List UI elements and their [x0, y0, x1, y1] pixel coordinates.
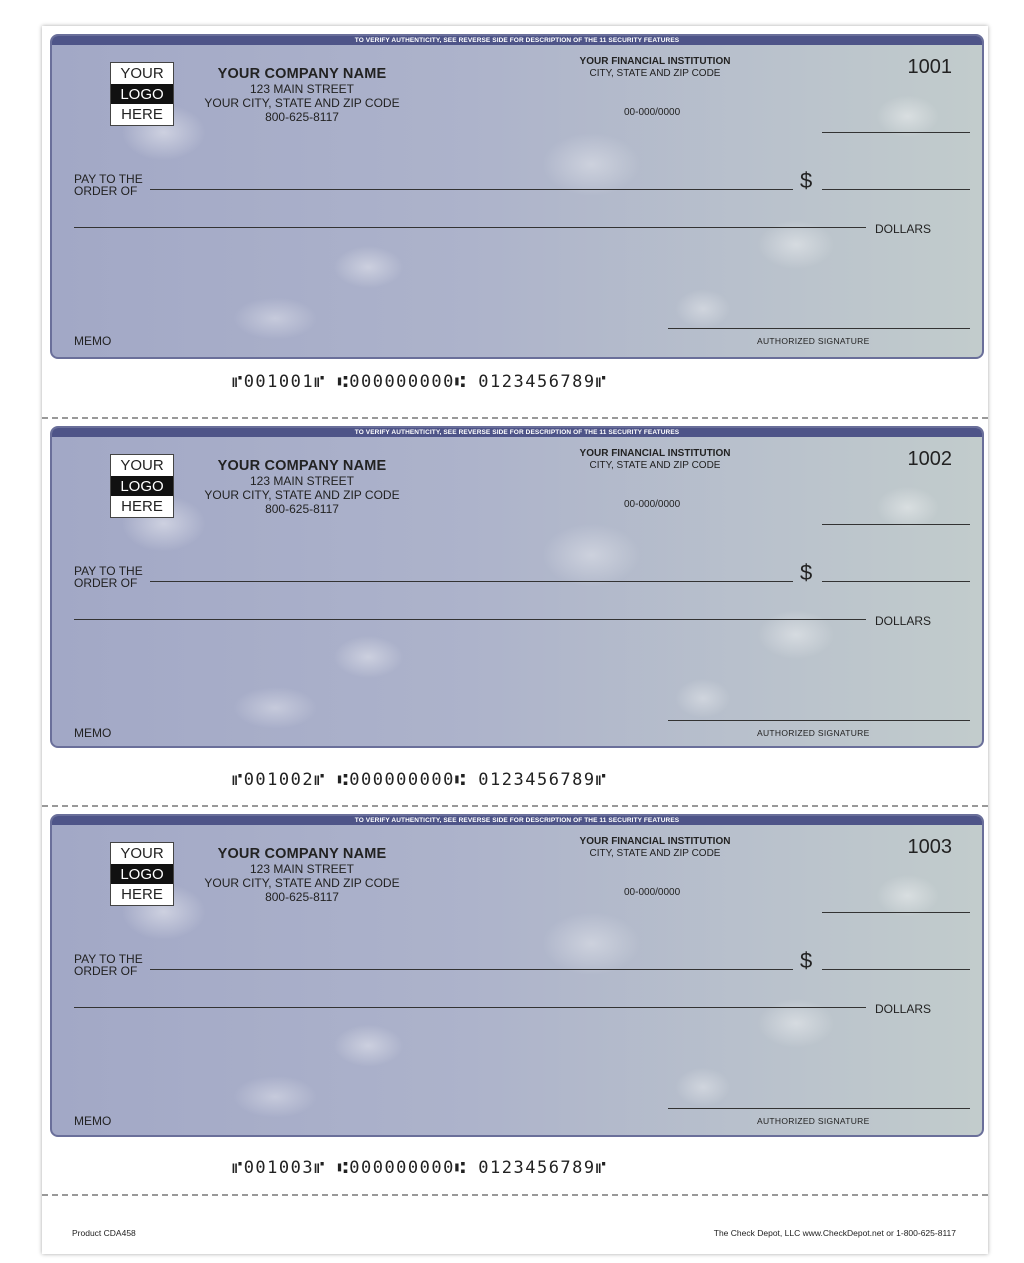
payee-line[interactable]: [150, 969, 793, 970]
micr-line: ⑈001002⑈ ⑆000000000⑆ 0123456789⑈: [232, 770, 608, 790]
company-info: [192, 66, 412, 124]
pay-to-label-line1: PAY TO THE: [74, 172, 143, 186]
security-banner: TO VERIFY AUTHENTICITY, SEE REVERSE SIDE FOR DESCRIPTION OF THE 11 SECURITY FEATURES: [52, 816, 982, 825]
company-name: YOUR COMPANY NAME: [217, 846, 387, 862]
dollars-label: DOLLARS: [875, 614, 932, 628]
pay-to-label-line1: PAY TO THE: [74, 564, 143, 578]
date-line[interactable]: [822, 132, 970, 133]
company-phone: 800-625-8117: [265, 502, 339, 516]
check-sheet: [42, 26, 988, 1254]
pay-to-label-line1: PAY TO THE: [74, 952, 143, 966]
company-city: YOUR CITY, STATE AND ZIP CODE: [204, 876, 400, 890]
pay-to-label: [74, 565, 143, 589]
bank-name: YOUR FINANCIAL INSTITUTION: [579, 836, 731, 847]
bank-name: YOUR FINANCIAL INSTITUTION: [579, 56, 731, 67]
pay-to-label-line2: ORDER OF: [74, 964, 138, 978]
company-info: [192, 846, 412, 904]
payee-line[interactable]: [150, 581, 793, 582]
amount-line[interactable]: [822, 189, 970, 190]
memo-label: MEMO: [74, 334, 112, 348]
logo-text-bottom: HERE: [121, 106, 163, 124]
signature-label: AUTHORIZED SIGNATURE: [757, 1116, 870, 1126]
security-banner: TO VERIFY AUTHENTICITY, SEE REVERSE SIDE FOR DESCRIPTION OF THE 11 SECURITY FEATURES: [52, 428, 982, 437]
bank-info: [570, 836, 740, 860]
company-street: 123 MAIN STREET: [249, 474, 355, 488]
logo-placeholder: [110, 62, 174, 126]
check-3: [50, 814, 984, 1137]
signature-line[interactable]: [668, 328, 970, 329]
logo-text-top: YOUR: [120, 844, 164, 862]
perforation-line: [42, 805, 988, 807]
company-name: YOUR COMPANY NAME: [217, 66, 387, 82]
perforation-line: [42, 1194, 988, 1196]
dollar-sign: $: [800, 560, 813, 585]
dollars-label: DOLLARS: [875, 1002, 932, 1016]
logo-text-middle: LOGO: [111, 864, 173, 885]
perforation-line: [42, 417, 988, 419]
company-name: YOUR COMPANY NAME: [217, 458, 387, 474]
logo-text-bottom: HERE: [121, 886, 163, 904]
pay-to-label: [74, 953, 143, 977]
signature-label: AUTHORIZED SIGNATURE: [757, 728, 870, 738]
amount-line[interactable]: [822, 581, 970, 582]
pay-to-label-line2: ORDER OF: [74, 184, 138, 198]
check-number: 1003: [907, 836, 952, 858]
amount-words-line[interactable]: [74, 1007, 866, 1008]
check-number: 1002: [907, 448, 952, 470]
bank-city: CITY, STATE AND ZIP CODE: [589, 68, 721, 79]
micr-line: ⑈001001⑈ ⑆000000000⑆ 0123456789⑈: [232, 372, 608, 392]
company-phone: 800-625-8117: [265, 890, 339, 904]
pay-to-label: [74, 173, 143, 197]
bank-info: [570, 448, 740, 472]
logo-text-middle: LOGO: [111, 84, 173, 105]
signature-line[interactable]: [668, 1108, 970, 1109]
micr-line: ⑈001003⑈ ⑆000000000⑆ 0123456789⑈: [232, 1158, 608, 1178]
memo-label: MEMO: [74, 1114, 112, 1128]
amount-line[interactable]: [822, 969, 970, 970]
payee-line[interactable]: [150, 189, 793, 190]
routing-fraction: 00-000/0000: [624, 107, 681, 118]
company-street: 123 MAIN STREET: [249, 862, 355, 876]
dollars-label: DOLLARS: [875, 222, 932, 236]
bank-city: CITY, STATE AND ZIP CODE: [589, 460, 721, 471]
company-city: YOUR CITY, STATE AND ZIP CODE: [204, 488, 400, 502]
check-number: 1001: [907, 56, 952, 78]
company-info: [192, 458, 412, 516]
logo-placeholder: [110, 842, 174, 906]
dollar-sign: $: [800, 948, 813, 973]
dollar-sign: $: [800, 168, 813, 193]
signature-label: AUTHORIZED SIGNATURE: [757, 336, 870, 346]
company-city: YOUR CITY, STATE AND ZIP CODE: [204, 96, 400, 110]
memo-label: MEMO: [74, 726, 112, 740]
company-street: 123 MAIN STREET: [249, 82, 355, 96]
logo-text-bottom: HERE: [121, 498, 163, 516]
bank-city: CITY, STATE AND ZIP CODE: [589, 848, 721, 859]
logo-placeholder: [110, 454, 174, 518]
vendor-info: The Check Depot, LLC www.CheckDepot.net or 1-800-625-8117: [713, 1228, 956, 1238]
security-banner: TO VERIFY AUTHENTICITY, SEE REVERSE SIDE FOR DESCRIPTION OF THE 11 SECURITY FEATURES: [52, 36, 982, 45]
bank-name: YOUR FINANCIAL INSTITUTION: [579, 448, 731, 459]
logo-text-middle: LOGO: [111, 476, 173, 497]
check-2: [50, 426, 984, 748]
bank-info: [570, 56, 740, 80]
product-code: Product CDA458: [72, 1228, 136, 1238]
pay-to-label-line2: ORDER OF: [74, 576, 138, 590]
date-line[interactable]: [822, 524, 970, 525]
routing-fraction: 00-000/0000: [624, 887, 681, 898]
check-1: [50, 34, 984, 359]
company-phone: 800-625-8117: [265, 110, 339, 124]
logo-text-top: YOUR: [120, 456, 164, 474]
signature-line[interactable]: [668, 720, 970, 721]
amount-words-line[interactable]: [74, 227, 866, 228]
amount-words-line[interactable]: [74, 619, 866, 620]
logo-text-top: YOUR: [120, 64, 164, 82]
routing-fraction: 00-000/0000: [624, 499, 681, 510]
date-line[interactable]: [822, 912, 970, 913]
